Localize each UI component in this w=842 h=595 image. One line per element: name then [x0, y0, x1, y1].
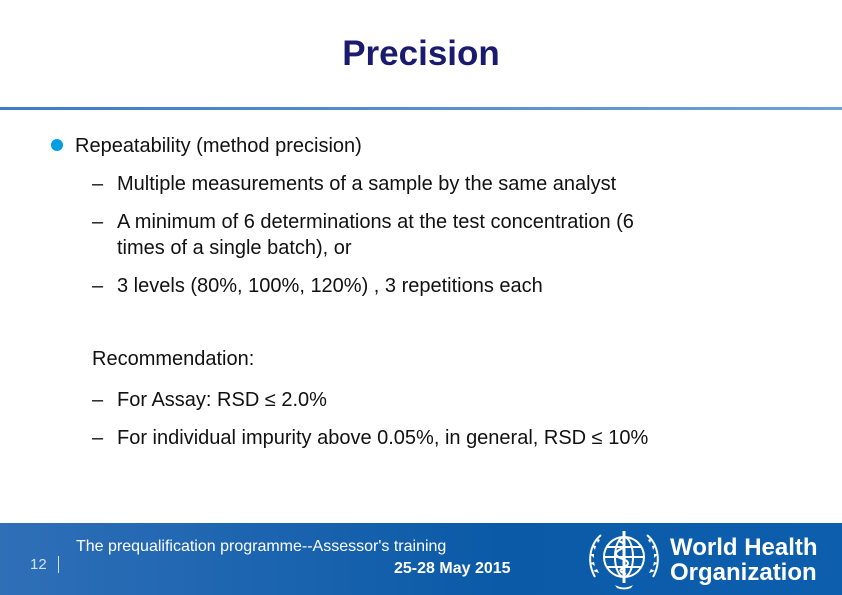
footer-bar — [0, 523, 842, 595]
slide-title: Precision — [342, 34, 500, 73]
recommendation-impurity: For individual impurity above 0.05%, in general, RSD ≤ 10% — [117, 427, 649, 449]
dash-icon: – — [92, 275, 104, 297]
bullet-repeatability: Repeatability (method precision) — [75, 135, 362, 157]
sub-item-three-levels: 3 levels (80%, 100%, 120%) , 3 repetitions each — [117, 275, 543, 297]
who-wordmark-line1: World Health — [670, 534, 818, 561]
dash-icon: – — [92, 173, 104, 195]
dash-icon: – — [92, 389, 104, 411]
bullet-dot-icon — [51, 139, 63, 151]
page-separator — [58, 556, 59, 573]
who-wordmark — [670, 535, 818, 585]
recommendation-assay: For Assay: RSD ≤ 2.0% — [117, 389, 327, 411]
who-wordmark-line2: Organization — [670, 559, 817, 586]
sub-item-minimum-determinations-cont: times of a single batch), or — [117, 237, 352, 259]
title-divider — [0, 107, 842, 110]
sub-item-minimum-determinations: A minimum of 6 determinations at the test concentration (6 — [117, 211, 634, 233]
who-emblem-icon — [585, 527, 663, 591]
footer-date: 25-28 May 2015 — [394, 560, 511, 577]
sub-item-multiple-measurements: Multiple measurements of a sample by the same analyst — [117, 173, 617, 195]
footer-programme-title: The prequalification programme--Assessor's training — [76, 538, 447, 555]
page-number: 12 — [30, 556, 47, 573]
recommendation-label: Recommendation: — [92, 348, 255, 370]
dash-icon: – — [92, 211, 104, 233]
dash-icon: – — [92, 427, 104, 449]
